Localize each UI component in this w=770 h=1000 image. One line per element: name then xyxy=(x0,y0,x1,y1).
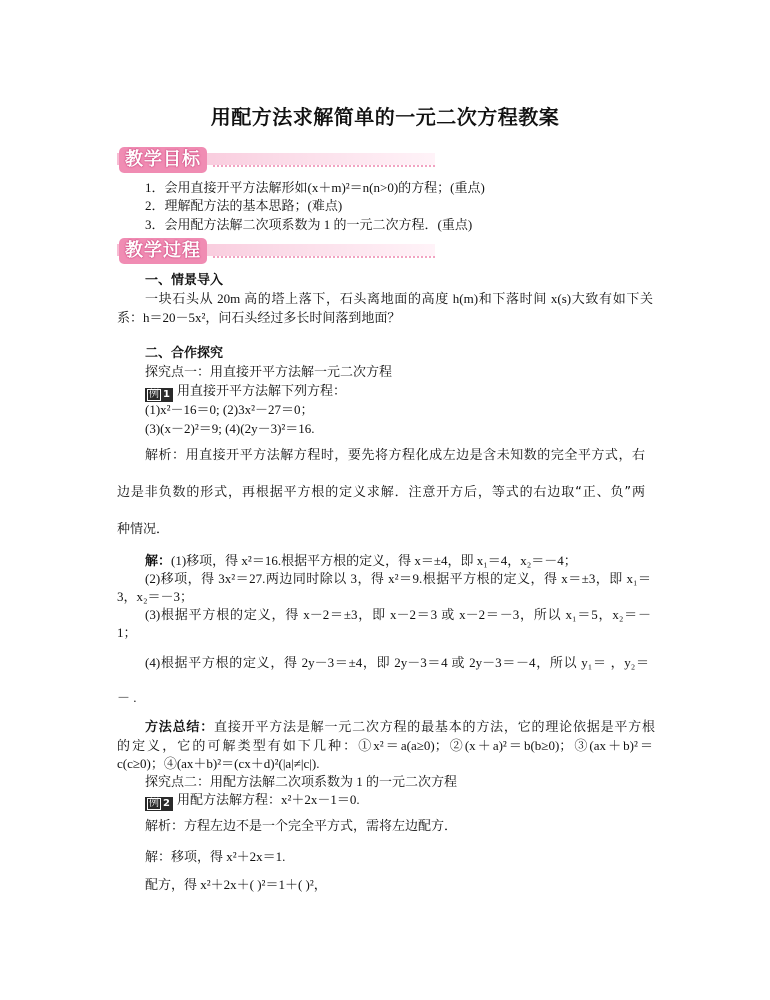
solution-label: 解： xyxy=(145,553,172,568)
intro-text-line: 系：h＝20－5x²，问石头经过多长时间落到地面？ xyxy=(117,310,401,325)
summary-line: 的定义，它的可解类型有如下几种：①x²＝a(a≥0)；②(x＋a)²＝b(b≥0)；③(ax＋b)²＝ xyxy=(117,738,653,753)
process-heading: 教学过程 xyxy=(119,238,207,264)
solution-line: － . xyxy=(117,690,137,705)
solution-line xyxy=(145,552,577,569)
example1-tag xyxy=(145,388,173,402)
solution-line: 配方，得 x²＋2x＋( )²＝1＋( )²， xyxy=(145,877,327,892)
solution-line: 1； xyxy=(117,625,137,640)
document-title: 用配方法求解简单的一元二次方程教案 xyxy=(210,107,560,129)
analysis-line: 解析：用直接开平方法解方程时，要先将方程化成左边是含未知数的完全平方式，右 xyxy=(145,448,645,463)
solution-line: (4)根据平方根的定义，得 2y－3＝±4，即 2y－3＝4 或 2y－3＝－4，所以 y₁＝ ，y₂＝ xyxy=(145,655,649,670)
summary-text: 直接开平方法是解一元二次方程的最基本的方法，它的理论依据是平方根 xyxy=(214,719,655,734)
solution-line: (3)根据平方根的定义，得 x－2＝±3，即 x－2＝3 或 x－2＝－3，所以 x₁＝5，x₂＝－ xyxy=(145,607,651,622)
example-number: 1 xyxy=(163,389,170,400)
banner-dotted-line xyxy=(213,256,435,258)
example1-text: 用直接开平方法解下列方程： xyxy=(176,383,346,398)
solution-text: (1)移项，得 x²＝16.根据平方根的定义，得 x＝±4，即 x₁＝4，x₂＝－4； xyxy=(171,553,577,568)
solution-line: (2)移项，得 3x²＝27.两边同时除以 3，得 x²＝9.根据平方根的定义，得 x＝±3，即 x₁＝ xyxy=(145,571,651,586)
example-number: 2 xyxy=(163,798,170,809)
point2-title: 探究点二：用配方法解二次项系数为 1 的一元二次方程 xyxy=(145,774,458,789)
summary-line xyxy=(145,718,655,735)
example-char: 例 xyxy=(149,389,159,400)
summary-line: c(c≥0)；④(ax＋b)²＝(cx＋d)²(|a|≠|c|). xyxy=(117,756,320,771)
objective-item: 1．会用直接开平方法解形如(x＋m)²＝n(n>0)的方程；(重点) xyxy=(145,180,485,195)
example2-text: 用配方法解方程：x²＋2x－1＝0. xyxy=(176,792,360,807)
example1 xyxy=(145,382,346,399)
objectives-heading: 教学目标 xyxy=(119,147,207,173)
equation-line: (3)(x－2)²＝9; (4)(2y－3)²＝16. xyxy=(145,421,315,436)
analysis-line: 种情况． xyxy=(117,522,170,537)
objectives-banner xyxy=(117,147,435,173)
summary-label: 方法总结： xyxy=(145,720,215,735)
equation-line: (1)x²－16＝0; (2)3x²－27＝0； xyxy=(145,402,314,417)
analysis-line: 解析：方程左边不是一个完全平方式，需将左边配方． xyxy=(145,819,458,834)
banner-dotted-line xyxy=(213,165,435,167)
process-banner xyxy=(117,238,435,264)
example2 xyxy=(145,791,360,808)
solution-line: 3，x₂＝－3； xyxy=(117,589,194,604)
analysis-line: 边是非负数的形式，再根据平方根的定义求解．注意开方后，等式的右边取“正、负”两 xyxy=(117,485,645,500)
solution-line: 解：移项，得 x²＋2x＝1. xyxy=(145,849,286,864)
objective-item: 3．会用配方法解二次项系数为 1 的一元二次方程．(重点) xyxy=(145,217,473,232)
objective-item: 2．理解配方法的基本思路；(难点) xyxy=(145,198,343,213)
point1-title: 探究点一：用直接开平方法解一元二次方程 xyxy=(145,364,393,379)
explore-heading: 二、合作探究 xyxy=(145,346,224,361)
example2-tag xyxy=(145,797,173,811)
intro-heading: 一、情景导入 xyxy=(145,273,224,288)
example-char: 例 xyxy=(149,798,159,809)
intro-text-line: 一块石头从 20m 高的塔上落下，石头离地面的高度 h(m)和下落时间 x(s)大致有如下关 xyxy=(145,291,653,306)
